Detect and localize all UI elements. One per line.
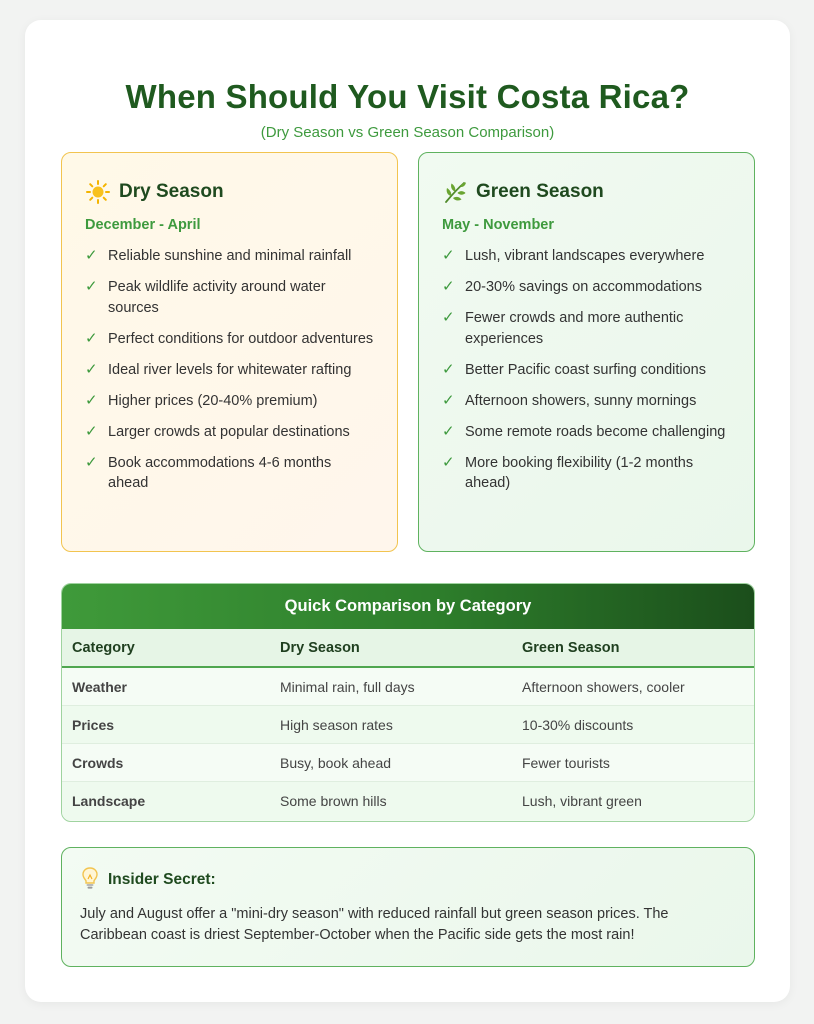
- table-cell: Weather: [72, 678, 127, 695]
- table-row: [62, 782, 754, 820]
- green-season-list: [442, 246, 732, 494]
- herb-icon: [442, 179, 468, 205]
- list-item: ✓ Higher prices (20-40% premium): [85, 391, 375, 412]
- list-item: ✓ Peak wildlife activity around water sources: [85, 278, 326, 316]
- list-item: ✓ Some remote roads become challenging: [442, 422, 732, 443]
- sun-icon: [85, 179, 111, 205]
- table-cell: Landscape: [72, 793, 146, 809]
- list-item: ✓ 20-30% savings on accommodations: [442, 277, 732, 298]
- green-season-card: [418, 152, 755, 552]
- table-cell: Minimal rain, full days: [280, 678, 415, 695]
- table-cell: Lush, vibrant green: [522, 793, 642, 809]
- list-item: ✓ Fewer crowds and more authentic experiences: [442, 309, 684, 347]
- table-row: [62, 668, 754, 706]
- green-season-title: Green Season: [476, 181, 604, 202]
- list-item: ✓ Perfect conditions for outdoor adventures: [85, 329, 375, 350]
- table-body: [62, 668, 754, 820]
- tip-text: July and August offer a "mini-dry season" with reduced rainfall but green season prices. The Caribbean coast is driest September-October when the Pacific side gets the most rain!: [80, 906, 669, 943]
- green-season-header: [442, 179, 732, 205]
- tip-header: [80, 868, 736, 892]
- check-icon: ✓: [85, 422, 98, 440]
- check-icon: ✓: [85, 360, 98, 378]
- table-cell: Busy, book ahead: [280, 754, 392, 771]
- table-title: Quick Comparison by Category: [62, 584, 754, 629]
- check-icon: ✓: [442, 391, 455, 409]
- dry-season-title: Dry Season: [119, 181, 224, 202]
- column-header: Green Season: [522, 639, 620, 656]
- dry-season-card: [61, 152, 398, 552]
- check-icon: ✓: [442, 453, 455, 471]
- table-cell: Some brown hills: [280, 793, 387, 809]
- table-cell: 10-30% discounts: [522, 716, 634, 733]
- green-season-months: May - November: [442, 217, 555, 233]
- check-icon: ✓: [442, 422, 455, 440]
- insider-tip-box: [61, 847, 755, 967]
- lightbulb-icon: [80, 866, 100, 895]
- dry-season-header: [85, 179, 375, 205]
- list-item: ✓ Afternoon showers, sunny mornings: [442, 391, 732, 412]
- list-item: ✓ Reliable sunshine and minimal rainfall: [85, 246, 375, 267]
- table-row: [62, 744, 754, 782]
- table-cell: High season rates: [280, 716, 393, 733]
- list-item: ✓ Better Pacific coast surfing conditions: [442, 360, 732, 381]
- check-icon: ✓: [442, 309, 455, 326]
- list-item: ✓ Lush, vibrant landscapes everywhere: [442, 246, 732, 267]
- check-icon: ✓: [85, 453, 98, 471]
- table-cell: Prices: [72, 716, 115, 733]
- check-icon: ✓: [442, 247, 455, 264]
- dry-season-list: [85, 246, 375, 494]
- table-cell: Fewer tourists: [522, 754, 610, 771]
- check-icon: ✓: [85, 329, 98, 347]
- list-item: ✓ Ideal river levels for whitewater rafting: [85, 360, 375, 381]
- column-header: Dry Season: [280, 639, 360, 656]
- check-icon: ✓: [442, 278, 455, 295]
- list-item: ✓ More booking flexibility (1-2 months ahead): [442, 453, 694, 491]
- column-header: Category: [72, 639, 135, 656]
- list-item: ✓ Larger crowds at popular destinations: [85, 422, 375, 443]
- table-row: [62, 706, 754, 744]
- page-title: When Should You Visit Costa Rica?: [125, 78, 690, 115]
- tip-title: Insider Secret:: [108, 871, 216, 888]
- list-item: ✓ Book accommodations 4-6 months ahead: [85, 453, 332, 491]
- page-subtitle: (Dry Season vs Green Season Comparison): [260, 124, 555, 141]
- check-icon: ✓: [85, 278, 98, 295]
- dry-season-months: December - April: [85, 217, 201, 233]
- comparison-table: [61, 583, 755, 822]
- check-icon: ✓: [85, 247, 98, 264]
- check-icon: ✓: [442, 360, 455, 378]
- table-cell: Afternoon showers, cooler: [522, 678, 685, 695]
- check-icon: ✓: [85, 391, 98, 409]
- table-cell: Crowds: [72, 754, 124, 771]
- content-card: [25, 20, 790, 1002]
- table-header-row: [62, 629, 754, 668]
